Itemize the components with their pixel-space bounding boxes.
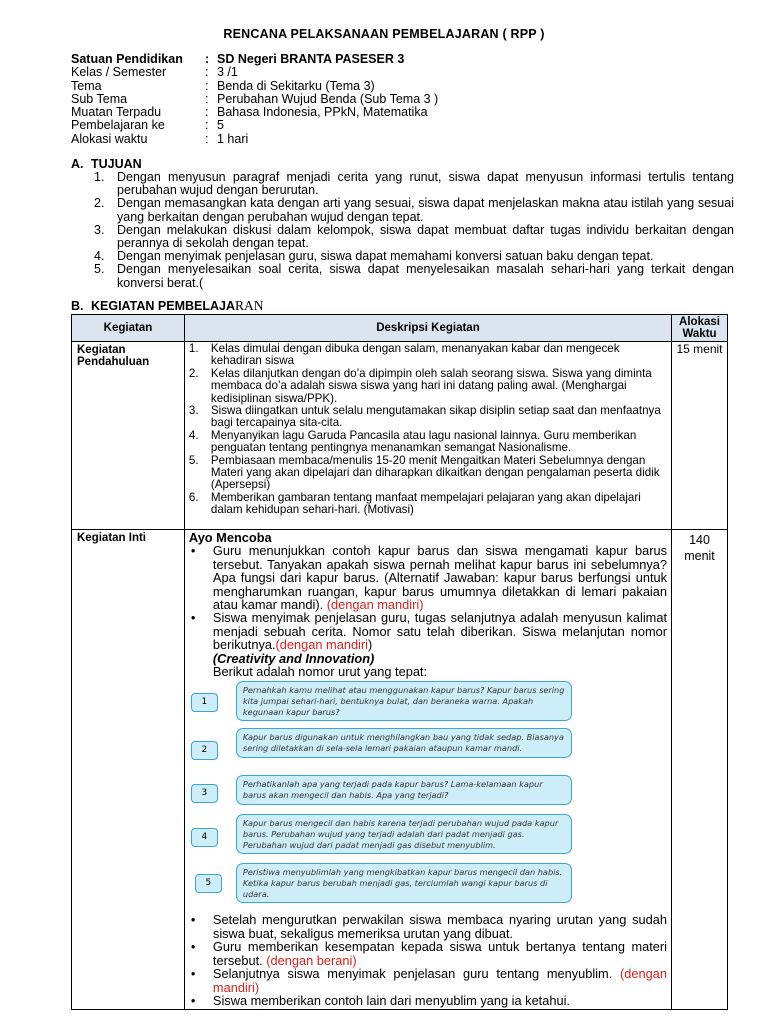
bullet-item: • Siswa memberikan contoh lain dari menyublim yang ia ketahui. bbox=[190, 992, 570, 1008]
info-row: Pembelajaran ke : 5 bbox=[71, 118, 224, 133]
card-number-badge: 3 bbox=[191, 784, 218, 803]
table-row-pendahuluan bbox=[72, 342, 728, 530]
list-item: 3. Dengan melakukan diskusi dalam kelompok, siswa dapat membuat daftar tugas individu berkaitan dengan perannya di sekolah dengan tepat. bbox=[94, 222, 734, 251]
bullet-item: • Setelah mengurutkan perwakilan siswa membaca nyaring urutan yang sudah siswa buat, sekaligus memeriksa urutan yang dibuat. bbox=[190, 912, 668, 941]
card-number-badge: 2 bbox=[191, 741, 218, 760]
tujuan-list bbox=[94, 171, 734, 290]
story-cards bbox=[189, 681, 667, 913]
deskripsi-cell bbox=[184, 342, 671, 530]
card-number-badge: 1 bbox=[191, 693, 218, 712]
urut-label: Berikut adalah nomor urut yang tepat: bbox=[212, 664, 428, 680]
document-title: RENCANA PELAKSANAAN PEMBELAJARAN ( RPP ) bbox=[223, 27, 545, 41]
column-header: Alokasi Waktu bbox=[672, 315, 728, 342]
kegiatan-table bbox=[71, 314, 728, 1010]
story-card: Perhatikanlah apa yang terjadi pada kapur barus? Lama-kelamaan kapur barus akan mengecil dan habis. Apa yang terjadi? bbox=[236, 775, 572, 804]
column-header: Deskripsi Kegiatan bbox=[184, 315, 671, 342]
bullet-item: • Selanjutnya siswa menyimak penjelasan guru tentang menyublim. (dengan mandiri) bbox=[190, 966, 668, 995]
info-row: Sub Tema : Perubahan Wujud Benda (Sub Tema 3 ) bbox=[71, 91, 439, 106]
info-row: Kelas / Semester : 3 /1 bbox=[71, 65, 238, 80]
story-card: Pernahkah kamu melihat atau menggunakan kapur barus? Kapur barus sering kita jumpai sehari-hari, bentuknya bulat, dan beraneka warna. Apakah kegunaan kapur barus? bbox=[236, 681, 572, 721]
pendahuluan-list bbox=[185, 342, 671, 517]
inti-content bbox=[185, 530, 671, 1009]
story-card: Kapur barus digunakan untuk menghilangkan bau yang tidak sedap. Biasanya sering diletakkan di sela-sela lemari pakaian ataupun kamar mandi. bbox=[236, 728, 572, 757]
list-item: 5. Dengan menyelesaikan soal cerita, siswa dapat menyelesaikan masalah sehari-hari yang terkait dengan konversi berat.( bbox=[94, 262, 734, 290]
table-row-inti bbox=[72, 530, 728, 1010]
creativity-label: (Creativity and Innovation) bbox=[212, 650, 375, 666]
kegiatan-label: Kegiatan Pendahuluan bbox=[72, 342, 185, 530]
info-row: Muatan Terpadu : Bahasa Indonesia, PPkN, Matematika bbox=[71, 105, 428, 120]
section-heading-tujuan: A. TUJUAN bbox=[71, 157, 142, 171]
identity-block bbox=[71, 53, 438, 146]
ayo-mencoba-heading: Ayo Mencoba bbox=[188, 530, 272, 545]
kegiatan-label: Kegiatan Inti bbox=[72, 530, 185, 1010]
bullet-item: • Guru menunjukkan contoh kapur barus dan siswa mengamati kapur barus tersebut. Tanyakan apakah siswa pernah melihat kapur barus ini sebelumnya? Apa fungsi dari kapur barus. (Alternatif Jawaban: kapur barus berfungsi untuk mengharumkan ruangan, kapur barus umumnya diletakkan di lemari pakaian atau kamar mandi). (dengan mandiri) bbox=[190, 543, 668, 613]
list-item: 5. Pembiasaan membaca/menulis 15-20 menit Mengaitkan Materi Sebelumnya dengan Materi yang akan dipelajari dan diharapkan dikaitkan dengan pengalaman peserta didik (Apersepsi) bbox=[188, 453, 660, 492]
table-header-row bbox=[72, 315, 728, 342]
bullet-item: • Siswa menyimak penjelasan guru, tugas selanjutnya adalah menyusun kalimat menjadi sebuah cerita. Nomor satu telah diberikan. Siswa melanjutan nomor berikutnya.(dengan mandiri) bbox=[190, 610, 668, 653]
list-item: 3. Siswa diingatkan untuk selalu mengutamakan sikap disiplin setiap saat dan menfaatnya bagi tercapainya sita-cita. bbox=[188, 404, 661, 430]
list-item: 1. Dengan menyusun paragraf menjadi cerita yang runut, siswa dapat menyusun informasi tertulis tentang perubahan wujud dengan berurutan. bbox=[94, 170, 734, 198]
info-row: Satuan Pendidikan : SD Negeri BRANTA PASESER 3 bbox=[71, 52, 405, 66]
card-number-badge: 4 bbox=[191, 828, 218, 847]
info-row: Alokasi waktu : 1 hari bbox=[71, 131, 249, 146]
section-heading-kegiatan: B. KEGIATAN PEMBELAJARAN bbox=[71, 298, 264, 313]
list-item: 4. Menyanyikan lagu Garuda Pancasila atau lagu nasional lainnya. Guru memberikan penguatan tentang pentingnya menanamkan semangat Nasionalisme. bbox=[188, 428, 637, 455]
list-item: 4. Dengan menyimak penjelasan guru, siswa dapat memahami konversi satuan baku dengan tepat. bbox=[94, 249, 654, 264]
deskripsi-cell bbox=[184, 530, 671, 1010]
column-header: Kegiatan bbox=[72, 315, 185, 342]
alokasi-cell: 140 menit bbox=[672, 530, 728, 1010]
alokasi-cell: 15 menit bbox=[672, 342, 728, 530]
card-number-badge: 5 bbox=[195, 874, 222, 893]
list-item: 6. Memberikan gambaran tentang manfaat mempelajari pelajaran yang akan dipelajari dalam kehidupan sehari-hari. (Motivasi) bbox=[188, 490, 641, 517]
story-card: Kapur barus mengecil dan habis karena terjadi perubahan wujud pada kapur barus. Perubahan wujud yang terjadi adalah dari padat menjadi gas. Perubahan wujud dari padat menjadi gas disebut menyublim. bbox=[236, 814, 572, 854]
story-card: Peristiwa menyublimlah yang mengkibatkan kapur barus mengecil dan habis. Ketika kapur barus berubah menjadi gas, terciumlah wangi kapur barus di udara. bbox=[236, 863, 572, 903]
list-item: 2. Dengan memasangkan kata dengan arti yang sesuai, siswa dapat menjelaskan makna atau istilah yang sesuai yang berkaitan dengan perubahan wujud dengan tepat. bbox=[94, 196, 734, 224]
info-row: Tema : Benda di Sekitarku (Tema 3) bbox=[71, 78, 375, 93]
list-item: 2. Kelas dilanjutkan dengan do’a dipimpin oleh salah seorang siswa. Siswa yang diminta membaca do’a adalah siswa siswa yang hari ini datang paling awal. (Menghargai kedisiplinan siswa/PPK). bbox=[188, 366, 652, 405]
bullet-item: • Guru memberikan kesempatan kepada siswa untuk bertanya tentang materi tersebut. (dengan berani) bbox=[190, 939, 668, 968]
list-item: 1. Kelas dimulai dengan dibuka dengan salam, menanyakan kabar dan mengecek kehadiran siswa bbox=[188, 342, 620, 368]
